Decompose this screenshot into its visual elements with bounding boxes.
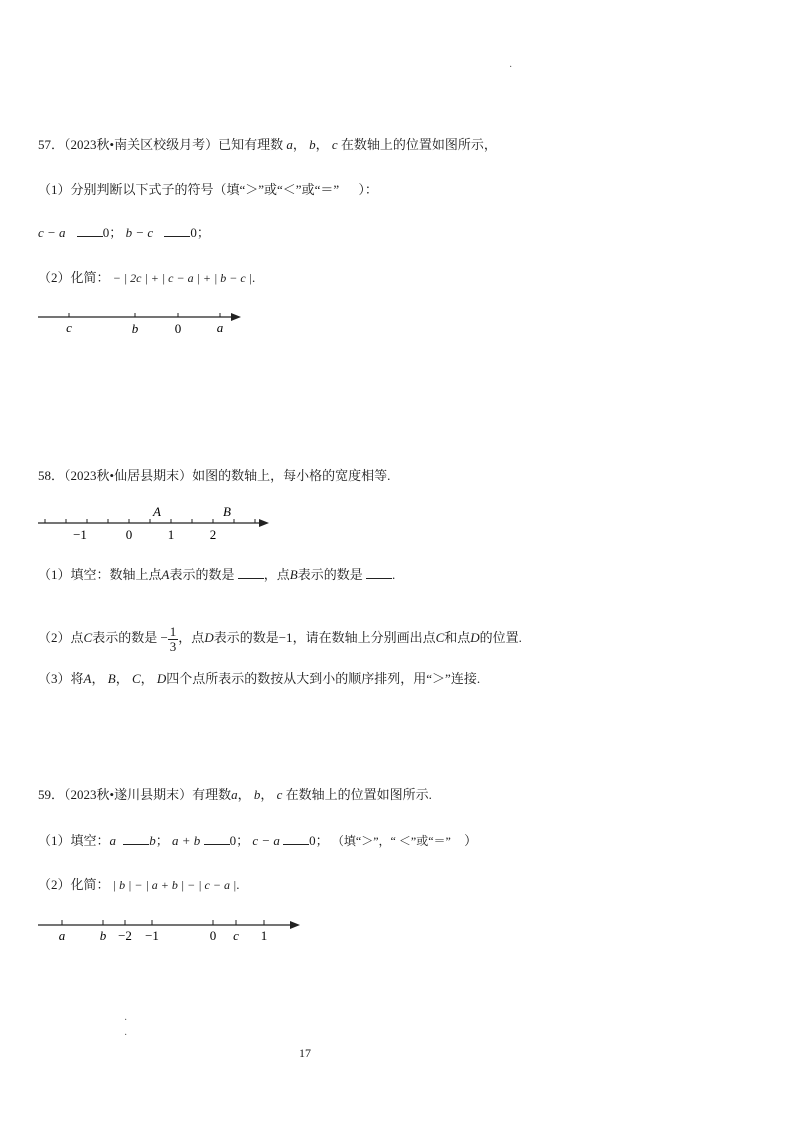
var-b: b [309,137,316,152]
axis-label-zero: 0 [174,321,182,336]
q58-number: 58． [38,468,65,483]
q57-stem [38,136,497,154]
var-c: c [276,787,283,802]
fraction-one-third [168,625,179,654]
answer-blank[interactable] [204,832,230,845]
q59-hint-close: ） [464,833,478,848]
q58-p1-end: 表示的数是 [297,567,363,582]
q59-number-line [30,916,320,946]
q57-part2-label: （2）化简： [38,270,110,285]
stray-mark: · [509,62,513,73]
semicolon: ； [196,225,210,240]
stray-mark: · [124,1015,128,1026]
q57-part1-label [38,181,378,199]
minus-sign: − [160,630,168,645]
semicolon: ； [236,833,250,848]
axis-label-neg2: −2 [118,928,132,943]
q58-p1-mid: 表示的数是 [169,567,235,582]
point-label-A: A [153,504,161,519]
var-D: D [156,671,167,686]
answer-blank[interactable] [238,566,264,579]
period: . [252,270,256,285]
var-A: A [83,671,92,686]
semicolon: ； [109,225,123,240]
q59-source: （2023秋•遂川县期末） [64,787,193,802]
q58-number-line [30,503,290,543]
q57-part2 [38,269,255,287]
comma: ， [292,137,306,152]
q58-p2-pre: （2）点 [38,630,84,645]
comma: ， [91,671,105,686]
answer-blank[interactable] [283,832,309,845]
var-B: B [289,567,298,582]
zero: 0 [102,225,110,240]
q57-part2-expr: − | 2c | + | c − a | + | b − c | [112,271,253,285]
comma: ， [260,787,274,802]
q59-stem-pre: 有理数 [192,787,232,802]
q57-stem-pre: 已知有理数 [218,137,284,152]
answer-blank[interactable] [366,566,392,579]
axis-label-one: 1 [260,928,268,943]
axis-label-a: a [216,320,224,335]
q58-p2-mid: 表示的数是 [92,630,158,645]
q57-part1-text: （1）分别判断以下式子的符号（填“＞”或“＜”或“＝” [38,182,340,197]
q58-p1-mid2: ，点 [263,567,290,582]
axis-label-a: a [58,928,66,943]
q59-part2-label: （2）化简： [38,877,110,892]
comma: ， [315,137,329,152]
period: . [391,567,396,582]
q59-expr-a-plus-b: a + b [172,833,201,848]
q59-expr-c-minus-a: c − a [252,833,280,848]
fraction-numerator: 1 [169,623,177,639]
q59-hint: （填“＞”，“ ＜”或“＝” [331,834,451,848]
var-a: a [109,833,117,848]
stray-mark: · [124,1030,128,1041]
q58-p3-pre: （3）将 [38,671,84,686]
var-D: D [204,630,214,645]
q58-p2-mid2: ，点 [178,630,205,645]
var-c: c [331,137,338,152]
tick-label-2: 2 [209,527,217,542]
q57-number-line [30,310,290,340]
period: . [236,877,240,892]
var-B: B [107,671,116,686]
tick-label-neg1: −1 [73,527,87,542]
tick-label-1: 1 [167,527,175,542]
q57-part1-exprs [38,224,210,242]
semicolon: ； [155,833,169,848]
q59-p1-pre: （1）填空： [38,833,110,848]
answer-blank[interactable] [164,224,190,237]
q58-part2 [38,618,522,658]
q58-p2-mid3: 表示的数是 [213,630,279,645]
q58-p1-pre: （1）填空：数轴上点 [38,567,162,582]
answer-blank[interactable] [123,832,149,845]
q57-stem-post: 在数轴上的位置如图所示， [340,137,497,152]
q58-p2-value: −1 [278,630,293,645]
axis-label-neg1: −1 [145,928,159,943]
comma: ， [140,671,154,686]
var-C: C [83,630,93,645]
q57-expr2: b − c [125,225,154,240]
axis-label-c: c [233,928,239,943]
zero: 0 [309,833,316,848]
q58-stem [38,467,390,485]
q59-stem-post: 在数轴上的位置如图所示. [285,787,432,802]
var-A: A [161,567,170,582]
axis-label-b: b [99,928,107,943]
q58-p2-and: 和点 [444,630,471,645]
semicolon: ； [315,833,329,848]
q57-expr1: c − a [38,225,66,240]
var-C: C [435,630,445,645]
page-number: 17 [299,1046,311,1060]
axis-label-b: b [131,321,139,336]
axis-label-zero: 0 [209,928,217,943]
q59-part2 [38,876,240,894]
q58-p2-end2: 的位置. [479,630,522,645]
var-a: a [286,137,293,152]
q58-source: （2023秋•仙居县期末） [64,468,193,483]
q58-p3-end: 四个点所表示的数按从大到小的顺序排列，用“＞”连接. [166,671,481,686]
axis-label-c: c [66,320,72,335]
q59-part2-expr: | b | − | a + b | − | c − a | [112,878,237,892]
var-C: C [131,671,141,686]
var-a: a [231,787,238,802]
comma: ， [115,671,129,686]
comma: ， [237,787,251,802]
q59-part1 [38,832,477,850]
zero: 0 [229,833,237,848]
q58-part1 [38,566,395,584]
var-b: b [149,833,156,848]
q57-source: （2023秋•南关区校级月考） [64,137,219,152]
point-label-B: B [223,504,231,519]
zero: 0 [190,225,197,240]
q58-stem-text: 如图的数轴上，每小格的宽度相等. [192,468,391,483]
var-b: b [253,787,261,802]
q57-part1-close: ）： [358,182,378,197]
q58-p2-end: ，请在数轴上分别画出点 [292,630,436,645]
answer-blank[interactable] [77,224,103,237]
tick-label-0: 0 [125,527,133,542]
q59-number: 59． [38,787,65,802]
var-D: D [470,630,480,645]
q59-stem [38,786,432,804]
q58-part3 [38,670,480,688]
fraction-denominator: 3 [169,638,177,654]
q57-number: 57． [38,137,65,152]
